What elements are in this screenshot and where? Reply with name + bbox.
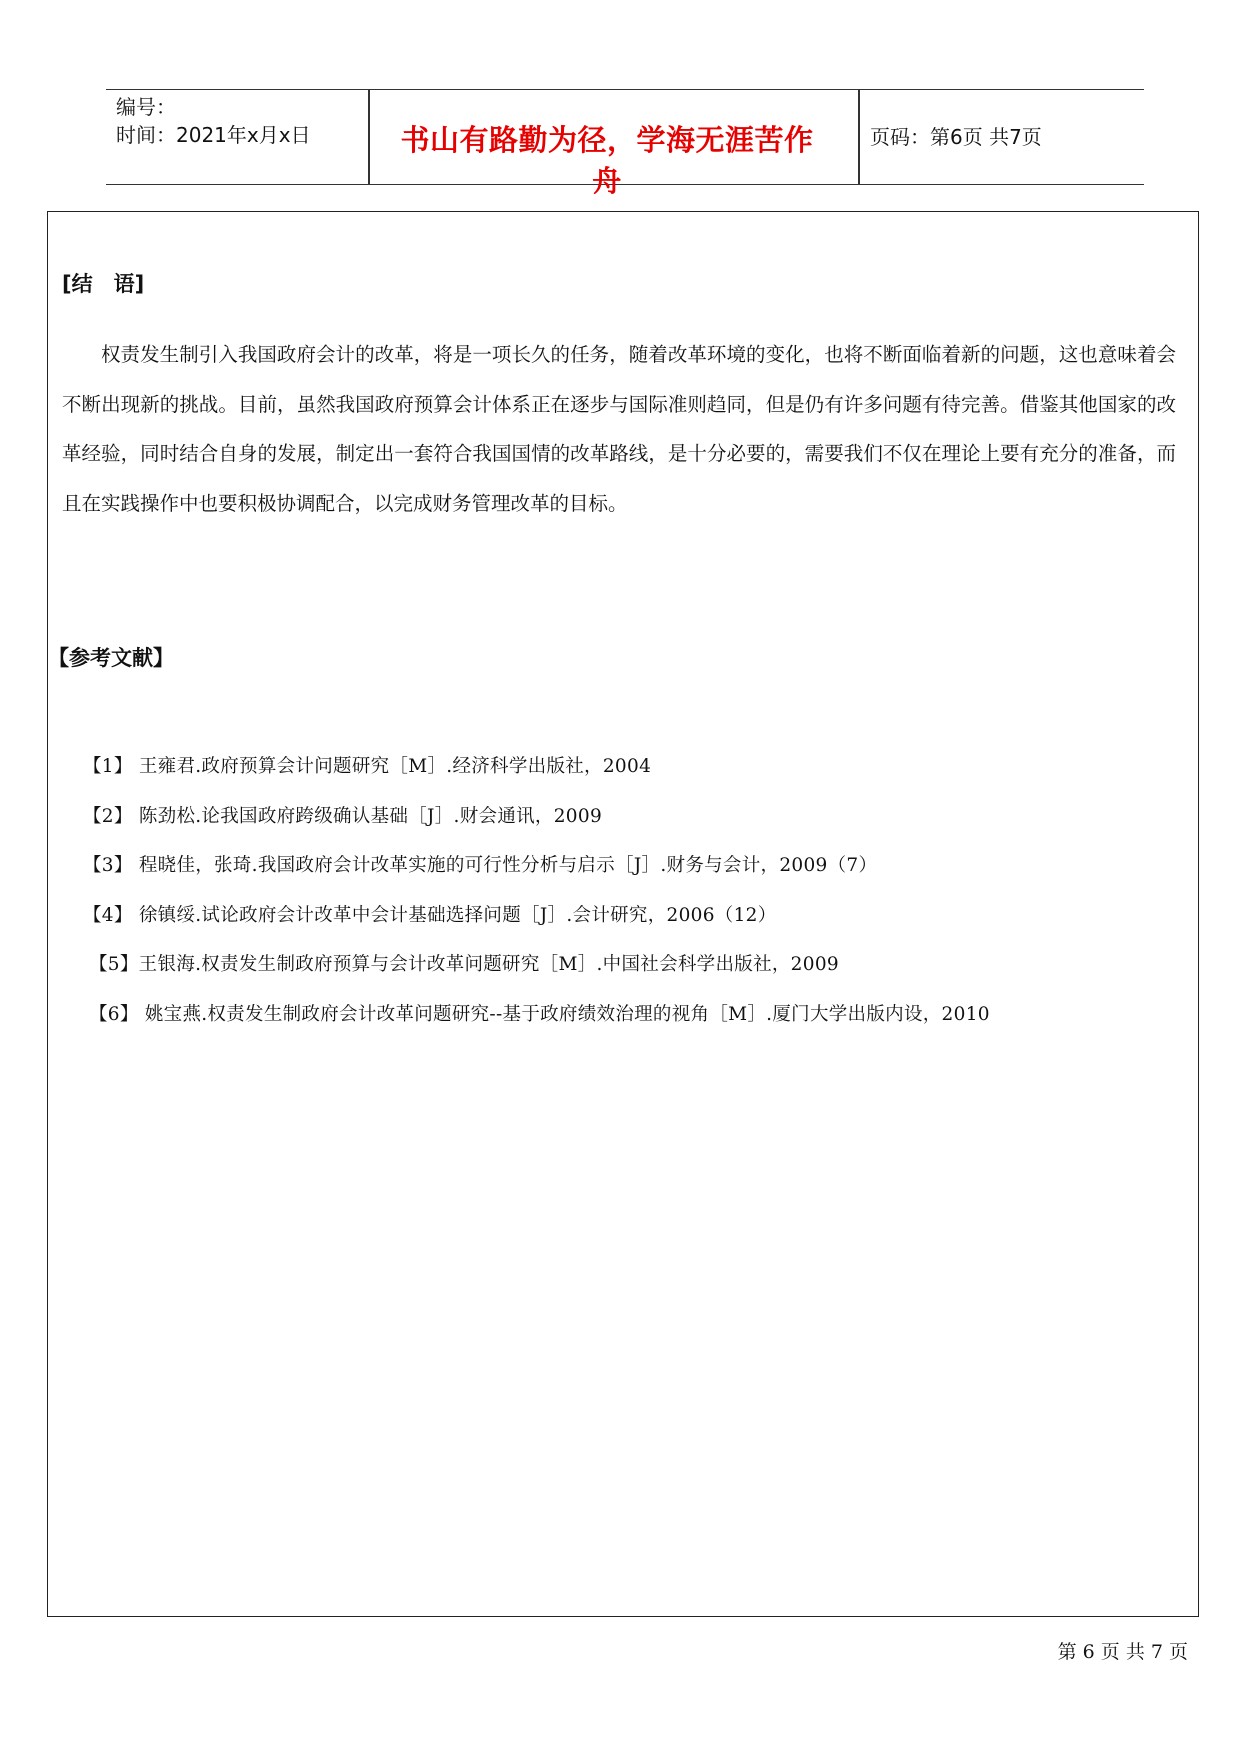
references-title: 【参考文献】: [48, 646, 174, 670]
reference-item: 【1】 王雍君.政府预算会计问题研究［M］.经济科学出版社，2004: [83, 756, 652, 777]
reference-item: 【6】 姚宝燕.权责发生制政府会计改革问题研究--基于政府绩效治理的视角［M］.厦门大学出版内设，2010: [89, 1003, 990, 1025]
header-motto: 书山有路勤为径，学海无涯苦作舟: [400, 123, 814, 198]
header-time-label: 时间：2021年x月x日: [116, 123, 311, 147]
content-frame: [47, 211, 1199, 1617]
conclusion-title: [结 语]: [62, 272, 145, 296]
reference-item: 【2】 陈劲松.论我国政府跨级确认基础［J］.财会通讯，2009: [83, 805, 603, 827]
reference-item: 【3】 程晓佳，张琦.我国政府会计改革实施的可行性分析与启示［J］.财务与会计，2009（7）: [83, 855, 878, 876]
references-list: [83, 742, 1183, 1039]
header-divider: [368, 90, 370, 184]
header-divider: [858, 90, 860, 184]
page-header: [106, 89, 1144, 198]
conclusion-body: 权责发生制引入我国政府会计的改革，将是一项长久的任务，随着改革环境的变化，也将不断面临着新的问题，这也意味着会不断出现新的挑战。目前，虽然我国政府预算会计体系正在逐步与国际准则趋同，但是仍有许多问题有待完善。借鉴其他国家的改革经验，同时结合自身的发展，制定出一套符合我国国情的改革路线，是十分必要的，需要我们不仅在理论上要有充分的准备，而且在实践操作中也要积极协调配合，以完成财务管理改革的目标。: [62, 343, 1176, 515]
reference-item: 【4】 徐镇绥.试论政府会计改革中会计基础选择问题［J］.会计研究，2006（12）: [83, 904, 777, 926]
header-meta: [116, 93, 311, 149]
header-number-label: 编号：: [116, 95, 176, 119]
page-footer: 第 6 页 共 7 页: [1057, 1641, 1188, 1663]
header-page-label: 页码：第6页 共7页: [870, 125, 1042, 149]
reference-item: 【5】王银海.权责发生制政府预算与会计改革问题研究［M］.中国社会科学出版社，2009: [89, 954, 839, 975]
